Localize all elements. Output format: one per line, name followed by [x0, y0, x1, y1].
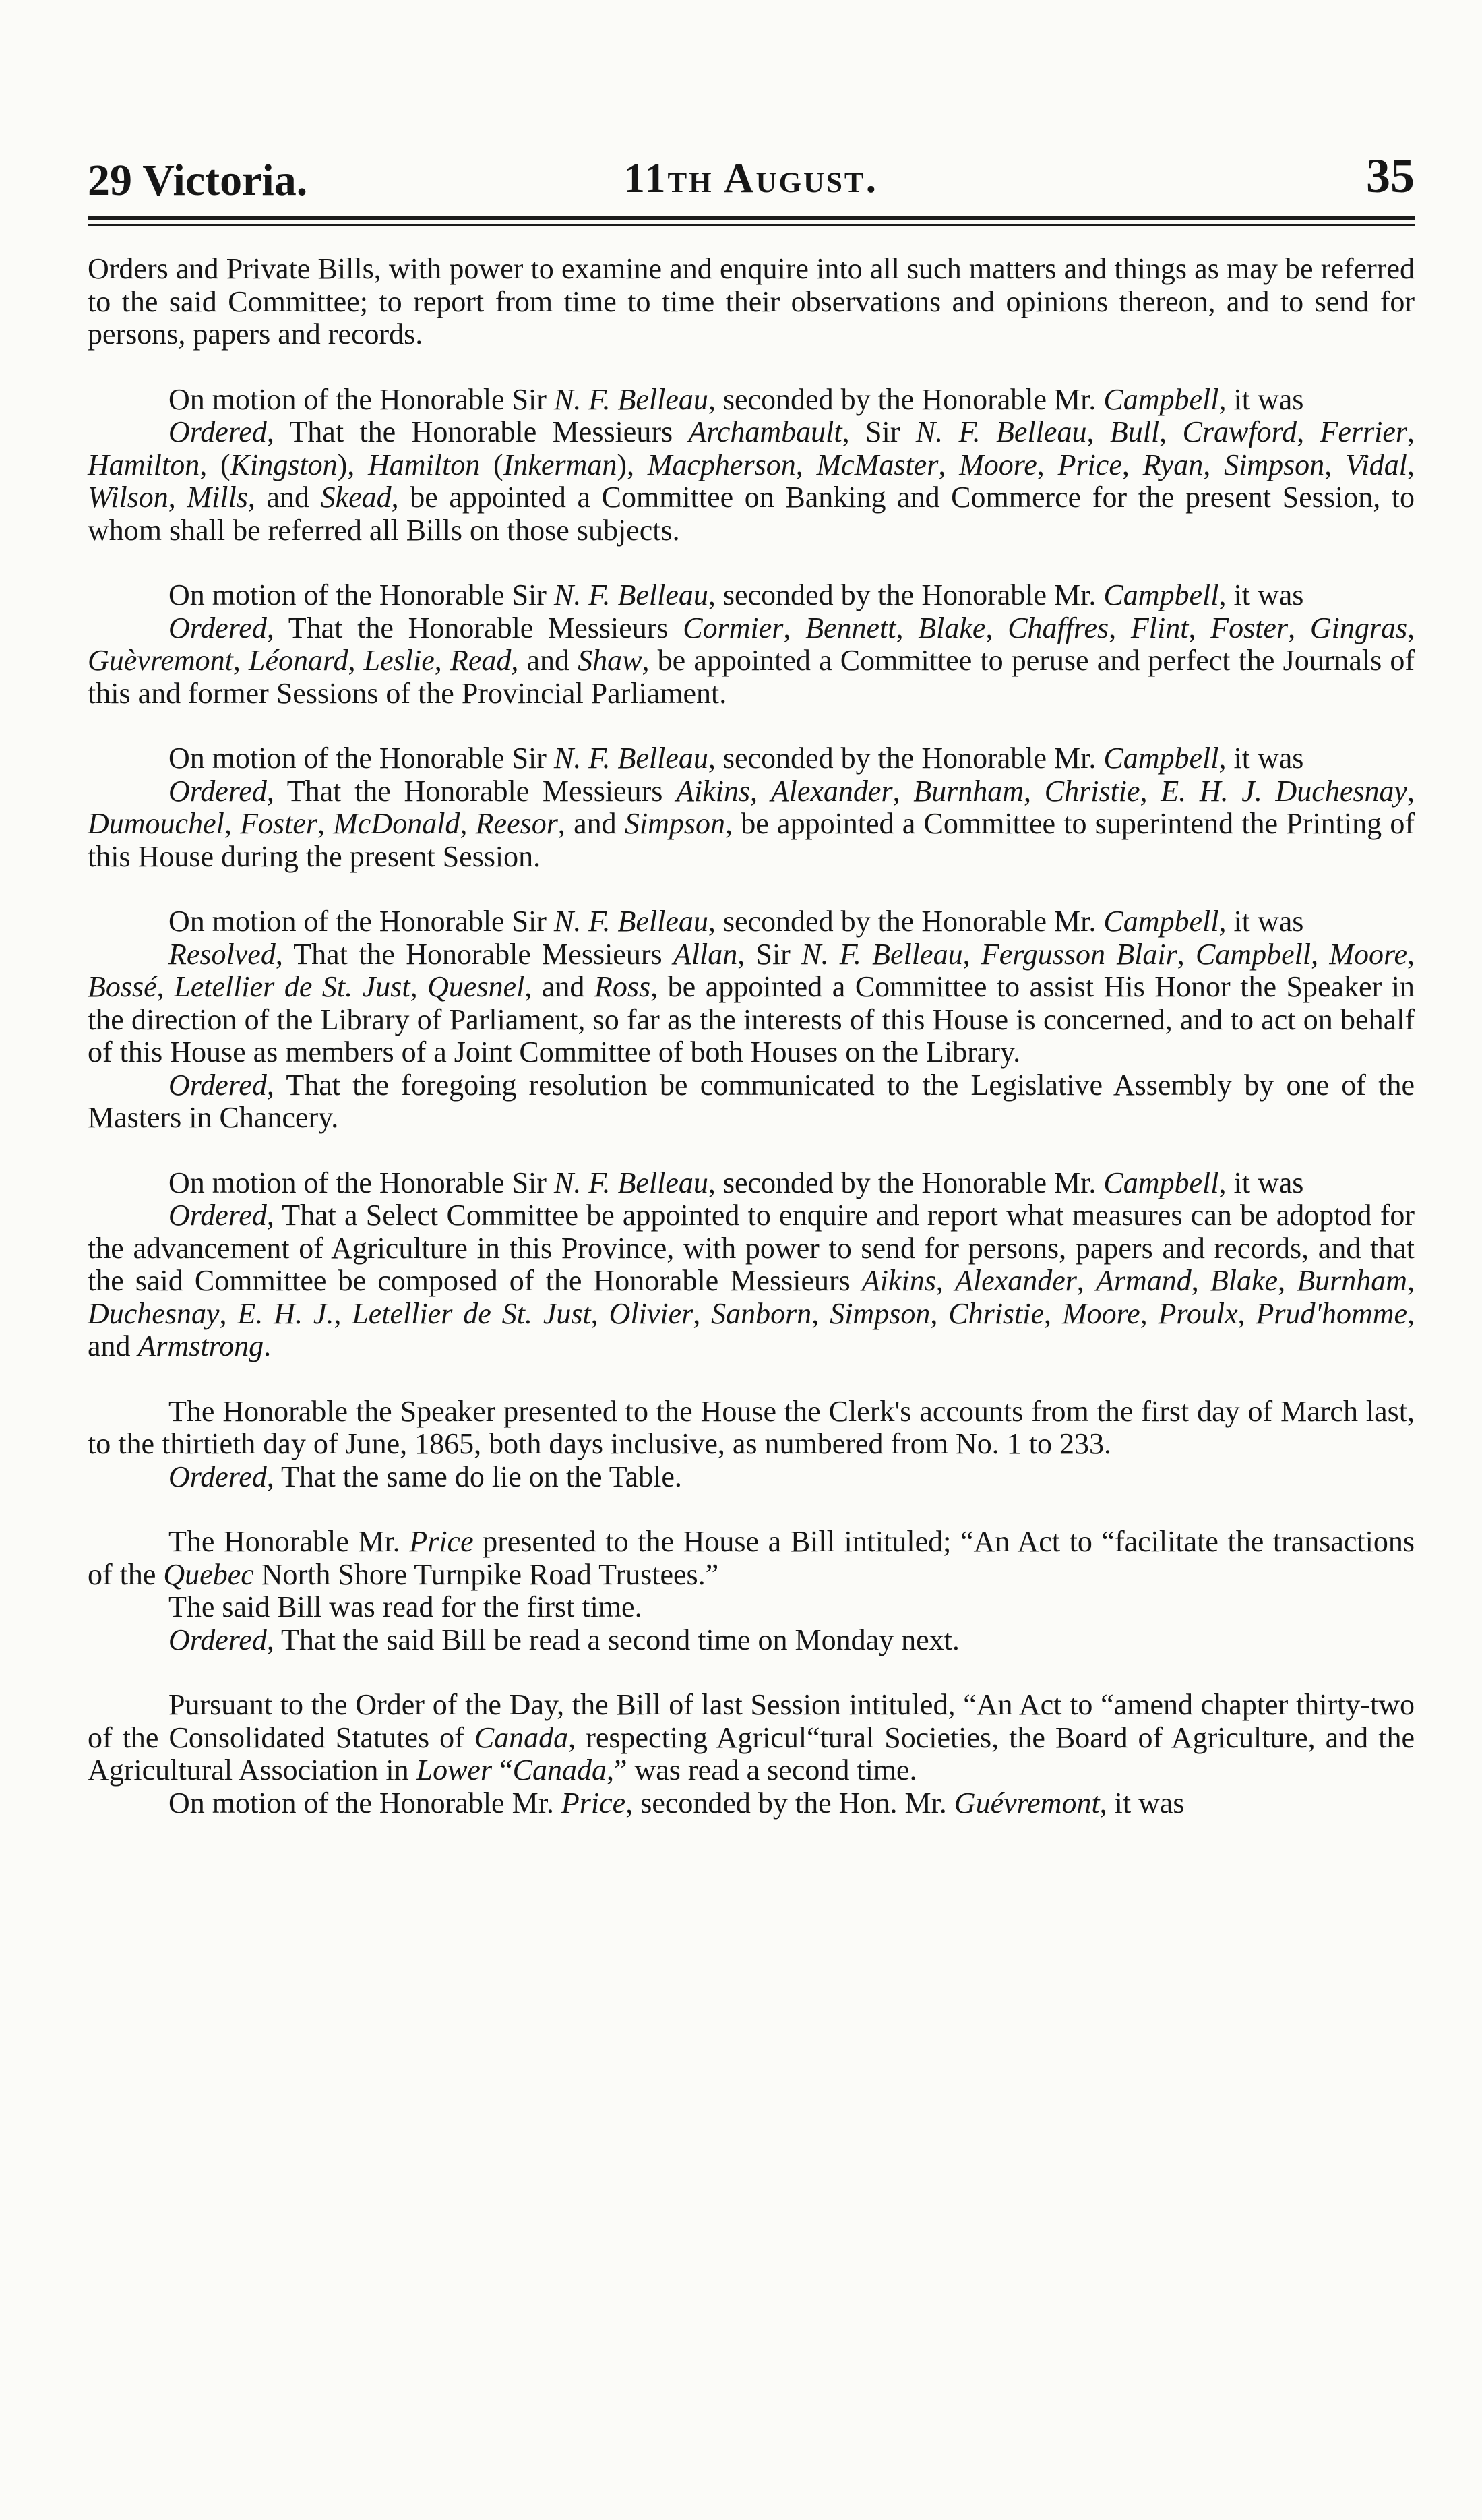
header-date: 11th August.	[623, 156, 879, 202]
journal-paragraph: Ordered, That a Select Committee be appointed to enquire and report what measures can be adoptod for the advancement of Agriculture in this Province, with power to send for persons, papers and records, and that the said Committee be composed of the Honorable Messieurs Aikins, Alexander, Armand, Blake, Burnham, Duchesnay, E. H. J., Letellier de St. Just, Olivier, Sanborn, Simpson, Christie, Moore, Proulx, Prud'homme, and Armstrong.	[88, 1199, 1415, 1362]
header-rule-thick	[88, 216, 1415, 220]
journal-paragraph: The Honorable Mr. Price presented to the House a Bill intituled; “An Act to “facilitate the transactions of the Quebec North Shore Turnpike Road Trustees.”	[88, 1525, 1415, 1591]
journal-paragraph: On motion of the Honorable Sir N. F. Belleau, seconded by the Honorable Mr. Campbell, it was	[168, 905, 1304, 938]
journal-paragraph: Ordered, That the Honorable Messieurs Cormier, Bennett, Blake, Chaffres, Flint, Foster, Gingras, Guèvremont, Léonard, Leslie, Read, and Shaw, be appointed a Committee to peruse and perfect the Journals of this and former Sessions of the Provincial Parliament.	[88, 611, 1415, 710]
header-rule-thin	[88, 224, 1415, 226]
journal-paragraph: Ordered, That the foregoing resolution be communicated to the Legislative Assembly by one of the Masters in Chancery.	[88, 1068, 1415, 1134]
page-number: 35	[1366, 149, 1415, 203]
running-header	[88, 121, 1415, 209]
journal-paragraph: The Honorable the Speaker presented to the House the Clerk's accounts from the first day of March last, to the thirtieth day of June, 1865, both days inclusive, as numbered from No. 1 to 233.	[88, 1394, 1415, 1460]
journal-paragraph: Resolved, That the Honorable Messieurs Allan, Sir N. F. Belleau, Fergusson Blair, Campbell, Moore, Bossé, Letellier de St. Just, Quesnel, and Ross, be appointed a Committee to assist His Honor the Speaker in the direction of the Library of Parliament, so far as the interests of this House is concerned, and to act on behalf of this House as members of a Joint Committee of both Houses on the Library.	[88, 937, 1415, 1069]
journal-paragraph: On motion of the Honorable Sir N. F. Belleau, seconded by the Honorable Mr. Campbell, it was	[168, 742, 1304, 775]
header-regnal-year: 29 Victoria.	[88, 156, 308, 205]
journal-paragraph: Orders and Private Bills, with power to examine and enquire into all such matters and things as may be referred to the said Committee; to report from time to time their observations and opinions thereon, and to send for persons, papers and records.	[88, 252, 1415, 351]
journal-body	[88, 253, 1415, 1820]
journal-paragraph: The said Bill was read for the first time.	[168, 1590, 642, 1623]
journal-paragraph: Ordered, That the Honorable Messieurs Archambault, Sir N. F. Belleau, Bull, Crawford, Ferrier, Hamilton, (Kingston), Hamilton (Inkerman), Macpherson, McMaster, Moore, Price, Ryan, Simpson, Vidal, Wilson, Mills, and Skead, be appointed a Committee on Banking and Commerce for the present Session, to whom shall be referred all Bills on those subjects.	[88, 415, 1415, 547]
journal-paragraph: Ordered, That the Honorable Messieurs Aikins, Alexander, Burnham, Christie, E. H. J. Duchesnay, Dumouchel, Foster, McDonald, Reesor, and Simpson, be appointed a Committee to superintend the Printing of this House during the present Session.	[88, 774, 1415, 873]
journal-paragraph: On motion of the Honorable Mr. Price, seconded by the Hon. Mr. Guévremont, it was	[168, 1786, 1185, 1820]
journal-paragraph: Pursuant to the Order of the Day, the Bill of last Session intituled, “An Act to “amend chapter thirty-two of the Consolidated Statutes of Canada, respecting Agricul“tural Societies, the Board of Agriculture, and the Agricultural Association in Lower “Canada,” was read a second time.	[88, 1688, 1415, 1787]
journal-paragraph: Ordered, That the same do lie on the Table.	[168, 1460, 682, 1493]
journal-paragraph: Ordered, That the said Bill be read a second time on Monday next.	[168, 1623, 960, 1656]
journal-paragraph: On motion of the Honorable Sir N. F. Belleau, seconded by the Honorable Mr. Campbell, it was	[168, 1166, 1304, 1199]
journal-paragraph: On motion of the Honorable Sir N. F. Belleau, seconded by the Honorable Mr. Campbell, it was	[168, 578, 1304, 611]
journal-paragraph: On motion of the Honorable Sir N. F. Belleau, seconded by the Honorable Mr. Campbell, it was	[168, 382, 1304, 416]
